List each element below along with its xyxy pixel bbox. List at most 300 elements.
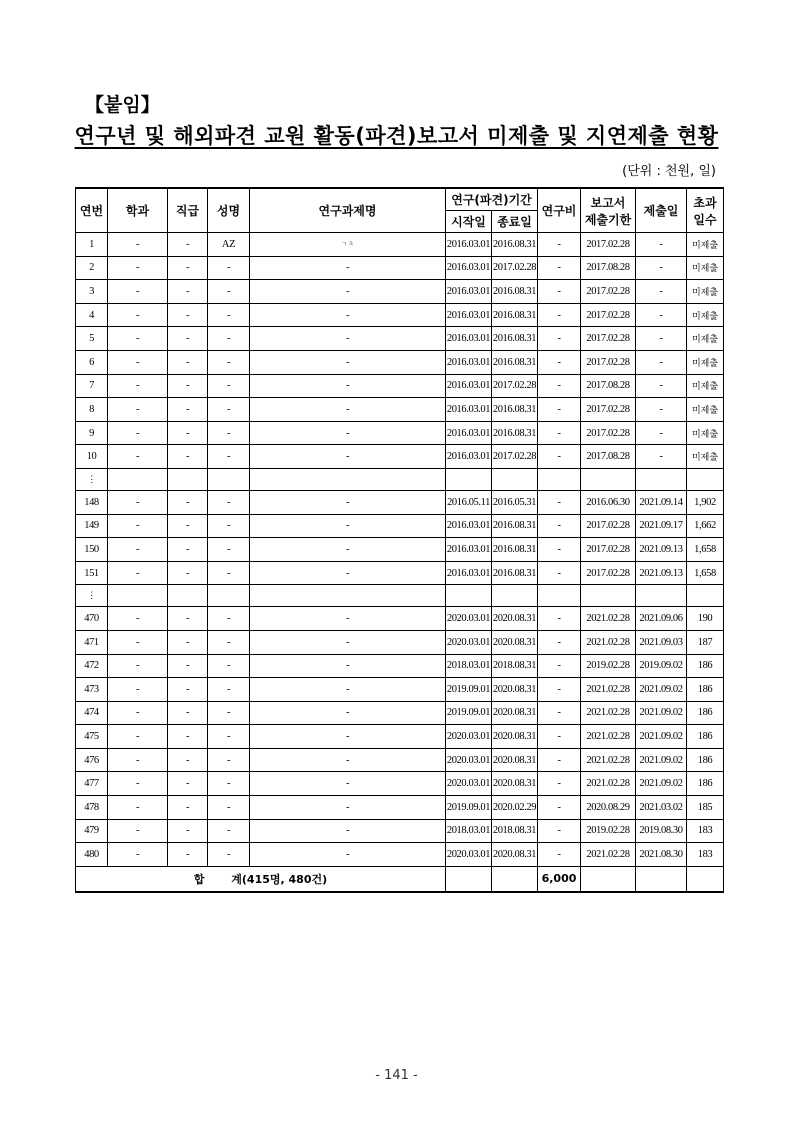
cell-no: 6 (76, 350, 108, 374)
cell-start: 2016.03.01 (446, 280, 492, 304)
cell-submitted: 2021.09.17 (636, 514, 687, 538)
cell-end: 2016.08.31 (492, 398, 538, 422)
cell-submitted: 2021.09.02 (636, 678, 687, 702)
cell-dept: - (108, 280, 168, 304)
cell-project: - (250, 772, 446, 796)
empty-cell (168, 468, 208, 490)
cell-project: - (250, 654, 446, 678)
cell-end: 2020.08.31 (492, 843, 538, 867)
header-dept: 학과 (108, 188, 168, 233)
cell-end: 2016.08.31 (492, 327, 538, 351)
cell-start: 2020.03.01 (446, 772, 492, 796)
cell-name: - (208, 256, 250, 280)
cell-cost: - (538, 538, 581, 562)
cell-cost: - (538, 772, 581, 796)
table-row (76, 445, 724, 469)
cell-name: - (208, 445, 250, 469)
cell-no: 149 (76, 514, 108, 538)
table-row (76, 725, 724, 749)
cell-no: 3 (76, 280, 108, 304)
cell-over: 미제출 (687, 445, 724, 469)
cell-cost: - (538, 233, 581, 257)
cell-project: - (250, 374, 446, 398)
cell-deadline: 2021.02.28 (581, 701, 636, 725)
cell-submitted: 2021.09.13 (636, 538, 687, 562)
ellipsis-mark: ⋮ (76, 585, 108, 607)
cell-end: 2016.08.31 (492, 561, 538, 585)
cell-project: - (250, 748, 446, 772)
cell-end: 2020.08.31 (492, 725, 538, 749)
cell-submitted: - (636, 398, 687, 422)
empty-cell (250, 585, 446, 607)
cell-dept: - (108, 445, 168, 469)
cell-submitted: 2021.09.02 (636, 725, 687, 749)
cell-over: 미제출 (687, 280, 724, 304)
cell-start: 2016.03.01 (446, 374, 492, 398)
cell-over: 190 (687, 607, 724, 631)
cell-end: 2020.02.29 (492, 796, 538, 820)
cell-name: - (208, 748, 250, 772)
cell-name: - (208, 796, 250, 820)
cell-submitted: - (636, 256, 687, 280)
cell-rank: - (168, 843, 208, 867)
cell-name: - (208, 421, 250, 445)
cell-dept: - (108, 490, 168, 514)
total-end (492, 866, 538, 892)
cell-rank: - (168, 561, 208, 585)
cell-start: 2020.03.01 (446, 630, 492, 654)
cell-rank: - (168, 303, 208, 327)
header-deadline (581, 188, 636, 233)
header-over-days (687, 188, 724, 233)
cell-end: 2018.08.31 (492, 819, 538, 843)
cell-submitted: - (636, 303, 687, 327)
cell-cost: - (538, 607, 581, 631)
attachment-label: 【붙임】 (85, 94, 160, 116)
table-row (76, 233, 724, 257)
cell-end: 2016.08.31 (492, 233, 538, 257)
total-label: 합 계(415명, 480건) (76, 866, 446, 892)
cell-rank: - (168, 654, 208, 678)
header-no: 연번 (76, 188, 108, 233)
empty-cell (492, 585, 538, 607)
cell-rank: - (168, 748, 208, 772)
cell-dept: - (108, 772, 168, 796)
cell-over: 미제출 (687, 421, 724, 445)
cell-rank: - (168, 725, 208, 749)
cell-rank: - (168, 796, 208, 820)
cell-name: - (208, 327, 250, 351)
cell-over: 186 (687, 725, 724, 749)
cell-project: - (250, 819, 446, 843)
empty-cell (581, 585, 636, 607)
cell-project: - (250, 843, 446, 867)
table-row (76, 490, 724, 514)
empty-cell (108, 585, 168, 607)
cell-start: 2016.03.01 (446, 421, 492, 445)
cell-cost: - (538, 514, 581, 538)
cell-dept: - (108, 421, 168, 445)
cell-end: 2016.08.31 (492, 538, 538, 562)
cell-deadline: 2017.02.28 (581, 233, 636, 257)
cell-name: AZ (208, 233, 250, 257)
cell-name: - (208, 607, 250, 631)
cell-deadline: 2020.08.29 (581, 796, 636, 820)
cell-dept: - (108, 233, 168, 257)
cell-rank: - (168, 445, 208, 469)
cell-end: 2016.08.31 (492, 421, 538, 445)
cell-submitted: 2021.09.02 (636, 748, 687, 772)
table-row (76, 819, 724, 843)
cell-over: 186 (687, 701, 724, 725)
cell-project: - (250, 538, 446, 562)
cell-project: - (250, 280, 446, 304)
cell-project: - (250, 421, 446, 445)
table-row (76, 538, 724, 562)
table-body (76, 233, 724, 867)
header-deadline-line1: 보고서 (590, 195, 626, 210)
cell-dept: - (108, 327, 168, 351)
cell-deadline: 2017.08.28 (581, 374, 636, 398)
table-header (76, 188, 724, 233)
cell-project: - (250, 630, 446, 654)
cell-end: 2018.08.31 (492, 654, 538, 678)
cell-name: - (208, 350, 250, 374)
cell-dept: - (108, 654, 168, 678)
cell-end: 2020.08.31 (492, 772, 538, 796)
empty-cell (687, 468, 724, 490)
cell-deadline: 2019.02.28 (581, 819, 636, 843)
cell-rank: - (168, 819, 208, 843)
cell-cost: - (538, 490, 581, 514)
header-end: 종료일 (492, 211, 538, 233)
cell-deadline: 2016.06.30 (581, 490, 636, 514)
cell-deadline: 2017.02.28 (581, 350, 636, 374)
cell-deadline: 2017.02.28 (581, 398, 636, 422)
cell-name: - (208, 303, 250, 327)
table-row (76, 701, 724, 725)
table-row (76, 607, 724, 631)
ellipsis-row (76, 585, 724, 607)
cell-rank: - (168, 514, 208, 538)
cell-submitted: - (636, 280, 687, 304)
page-title: 연구년 및 해외파견 교원 활동(파견)보고서 미제출 및 지연제출 현황 (74, 124, 719, 148)
cell-no: 7 (76, 374, 108, 398)
table-row (76, 421, 724, 445)
cell-submitted: 2021.09.02 (636, 772, 687, 796)
cell-project: - (250, 327, 446, 351)
cell-end: 2020.08.31 (492, 607, 538, 631)
cell-submitted: 2021.09.03 (636, 630, 687, 654)
cell-cost: - (538, 819, 581, 843)
cell-start: 2019.09.01 (446, 678, 492, 702)
table-row (76, 280, 724, 304)
cell-end: 2016.08.31 (492, 303, 538, 327)
cell-submitted: 2021.09.02 (636, 701, 687, 725)
cell-over: 186 (687, 678, 724, 702)
cell-deadline: 2021.02.28 (581, 725, 636, 749)
cell-submitted: - (636, 421, 687, 445)
table-row (76, 374, 724, 398)
table-row (76, 398, 724, 422)
cell-name: - (208, 561, 250, 585)
cell-end: 2020.08.31 (492, 678, 538, 702)
cell-dept: - (108, 350, 168, 374)
report-status-table (75, 187, 724, 893)
cell-rank: - (168, 374, 208, 398)
cell-over: 186 (687, 772, 724, 796)
empty-cell (250, 468, 446, 490)
cell-deadline: 2017.08.28 (581, 445, 636, 469)
cell-dept: - (108, 303, 168, 327)
empty-cell (492, 468, 538, 490)
cell-start: 2016.03.01 (446, 233, 492, 257)
cell-over: 186 (687, 654, 724, 678)
cell-end: 2016.08.31 (492, 280, 538, 304)
cell-cost: - (538, 327, 581, 351)
cell-name: - (208, 374, 250, 398)
cell-no: 4 (76, 303, 108, 327)
cell-project: - (250, 350, 446, 374)
cell-start: 2016.03.01 (446, 445, 492, 469)
cell-rank: - (168, 327, 208, 351)
cell-start: 2018.03.01 (446, 654, 492, 678)
page-number: - 141 - (375, 1068, 418, 1083)
cell-start: 2016.03.01 (446, 256, 492, 280)
cell-no: 477 (76, 772, 108, 796)
cell-deadline: 2017.02.28 (581, 421, 636, 445)
empty-cell (446, 585, 492, 607)
cell-dept: - (108, 256, 168, 280)
cell-start: 2016.03.01 (446, 398, 492, 422)
cell-cost: - (538, 748, 581, 772)
cell-start: 2016.03.01 (446, 327, 492, 351)
cell-name: - (208, 538, 250, 562)
cell-no: 10 (76, 445, 108, 469)
cell-deadline: 2017.02.28 (581, 514, 636, 538)
cell-rank: - (168, 678, 208, 702)
cell-deadline: 2017.02.28 (581, 327, 636, 351)
cell-end: 2016.05.31 (492, 490, 538, 514)
cell-deadline: 2017.02.28 (581, 303, 636, 327)
cell-project: - (250, 256, 446, 280)
cell-deadline: 2019.02.28 (581, 654, 636, 678)
cell-over: 미제출 (687, 303, 724, 327)
cell-cost: - (538, 678, 581, 702)
cell-dept: - (108, 630, 168, 654)
cell-name: - (208, 678, 250, 702)
cell-dept: - (108, 374, 168, 398)
cell-rank: - (168, 421, 208, 445)
cell-dept: - (108, 607, 168, 631)
table-row (76, 256, 724, 280)
cell-deadline: 2021.02.28 (581, 630, 636, 654)
cell-over: 미제출 (687, 256, 724, 280)
cell-over: 185 (687, 796, 724, 820)
cell-start: 2020.03.01 (446, 725, 492, 749)
cell-over: 미제출 (687, 233, 724, 257)
table-row (76, 630, 724, 654)
cell-rank: - (168, 538, 208, 562)
cell-deadline: 2017.08.28 (581, 256, 636, 280)
table-row (76, 654, 724, 678)
cell-no: 5 (76, 327, 108, 351)
table-row (76, 350, 724, 374)
cell-cost: - (538, 280, 581, 304)
cell-project: - (250, 561, 446, 585)
cell-start: 2016.03.01 (446, 561, 492, 585)
cell-rank: - (168, 772, 208, 796)
cell-project: - (250, 701, 446, 725)
cell-end: 2017.02.28 (492, 256, 538, 280)
table-row (76, 514, 724, 538)
table-row (76, 843, 724, 867)
cell-submitted: 2019.09.02 (636, 654, 687, 678)
cell-project: - (250, 445, 446, 469)
cell-dept: - (108, 678, 168, 702)
cell-submitted: - (636, 350, 687, 374)
empty-cell (208, 468, 250, 490)
cell-submitted: - (636, 327, 687, 351)
cell-no: 475 (76, 725, 108, 749)
cell-cost: - (538, 374, 581, 398)
cell-over: 1,662 (687, 514, 724, 538)
header-cost: 연구비 (538, 188, 581, 233)
cell-no: 480 (76, 843, 108, 867)
header-deadline-line2: 제출기한 (584, 212, 632, 227)
cell-dept: - (108, 725, 168, 749)
cell-over: 1,658 (687, 561, 724, 585)
cell-rank: - (168, 398, 208, 422)
cell-submitted: - (636, 374, 687, 398)
header-period: 연구(파견)기간 (446, 188, 538, 211)
cell-name: - (208, 514, 250, 538)
cell-no: 151 (76, 561, 108, 585)
cell-no: 476 (76, 748, 108, 772)
cell-dept: - (108, 514, 168, 538)
cell-submitted: 2021.09.13 (636, 561, 687, 585)
cell-project: - (250, 514, 446, 538)
cell-start: 2019.09.01 (446, 796, 492, 820)
cell-start: 2016.03.01 (446, 538, 492, 562)
header-over-line2: 일수 (693, 212, 717, 227)
unit-note: (단위 : 천원, 일) (622, 164, 716, 179)
cell-submitted: 2021.08.30 (636, 843, 687, 867)
cell-submitted: 2019.08.30 (636, 819, 687, 843)
header-name: 성명 (208, 188, 250, 233)
cell-project: - (250, 678, 446, 702)
total-submitted (636, 866, 687, 892)
cell-dept: - (108, 796, 168, 820)
cell-no: 472 (76, 654, 108, 678)
cell-no: 471 (76, 630, 108, 654)
cell-no: 478 (76, 796, 108, 820)
cell-no: 1 (76, 233, 108, 257)
table-row (76, 772, 724, 796)
cell-rank: - (168, 256, 208, 280)
cell-project: - (250, 303, 446, 327)
total-row (76, 866, 724, 892)
cell-over: 187 (687, 630, 724, 654)
cell-dept: - (108, 398, 168, 422)
cell-no: 8 (76, 398, 108, 422)
cell-start: 2016.03.01 (446, 350, 492, 374)
cell-over: 186 (687, 748, 724, 772)
total-over (687, 866, 724, 892)
cell-start: 2018.03.01 (446, 819, 492, 843)
empty-cell (446, 468, 492, 490)
cell-project: - (250, 490, 446, 514)
empty-cell (581, 468, 636, 490)
cell-project: - (250, 725, 446, 749)
cell-name: - (208, 701, 250, 725)
cell-over: 미제출 (687, 398, 724, 422)
cell-cost: - (538, 725, 581, 749)
cell-rank: - (168, 630, 208, 654)
cell-cost: - (538, 303, 581, 327)
cell-over: 미제출 (687, 374, 724, 398)
cell-start: 2020.03.01 (446, 843, 492, 867)
cell-no: 479 (76, 819, 108, 843)
cell-start: 2020.03.01 (446, 607, 492, 631)
cell-deadline: 2017.02.28 (581, 561, 636, 585)
cell-rank: - (168, 490, 208, 514)
cell-dept: - (108, 819, 168, 843)
cell-rank: - (168, 701, 208, 725)
cell-start: 2020.03.01 (446, 748, 492, 772)
cell-deadline: 2017.02.28 (581, 280, 636, 304)
table-footer (76, 866, 724, 892)
cell-submitted: 2021.09.06 (636, 607, 687, 631)
cell-submitted: - (636, 445, 687, 469)
cell-deadline: 2021.02.28 (581, 843, 636, 867)
cell-deadline: 2021.02.28 (581, 678, 636, 702)
cell-name: - (208, 654, 250, 678)
cell-submitted: 2021.03.02 (636, 796, 687, 820)
cell-no: 9 (76, 421, 108, 445)
ellipsis-row (76, 468, 724, 490)
cell-name: - (208, 843, 250, 867)
cell-start: 2016.03.01 (446, 303, 492, 327)
cell-end: 2017.02.28 (492, 445, 538, 469)
table-row (76, 678, 724, 702)
cell-deadline: 2021.02.28 (581, 772, 636, 796)
cell-cost: - (538, 445, 581, 469)
total-start (446, 866, 492, 892)
cell-over: 183 (687, 819, 724, 843)
cell-over: 미제출 (687, 327, 724, 351)
cell-end: 2020.08.31 (492, 701, 538, 725)
empty-cell (538, 585, 581, 607)
cell-name: - (208, 398, 250, 422)
cell-cost: - (538, 701, 581, 725)
cell-no: 148 (76, 490, 108, 514)
cell-end: 2017.02.28 (492, 374, 538, 398)
header-submitted: 제출일 (636, 188, 687, 233)
cell-rank: - (168, 350, 208, 374)
cell-cost: - (538, 796, 581, 820)
cell-project: ㄱㅊ (250, 233, 446, 257)
cell-name: - (208, 630, 250, 654)
header-rank: 직급 (168, 188, 208, 233)
total-cost: 6,000 (538, 866, 581, 892)
table-row (76, 561, 724, 585)
cell-deadline: 2017.02.28 (581, 538, 636, 562)
cell-start: 2016.03.01 (446, 514, 492, 538)
cell-over: 미제출 (687, 350, 724, 374)
cell-project: - (250, 398, 446, 422)
cell-deadline: 2021.02.28 (581, 607, 636, 631)
